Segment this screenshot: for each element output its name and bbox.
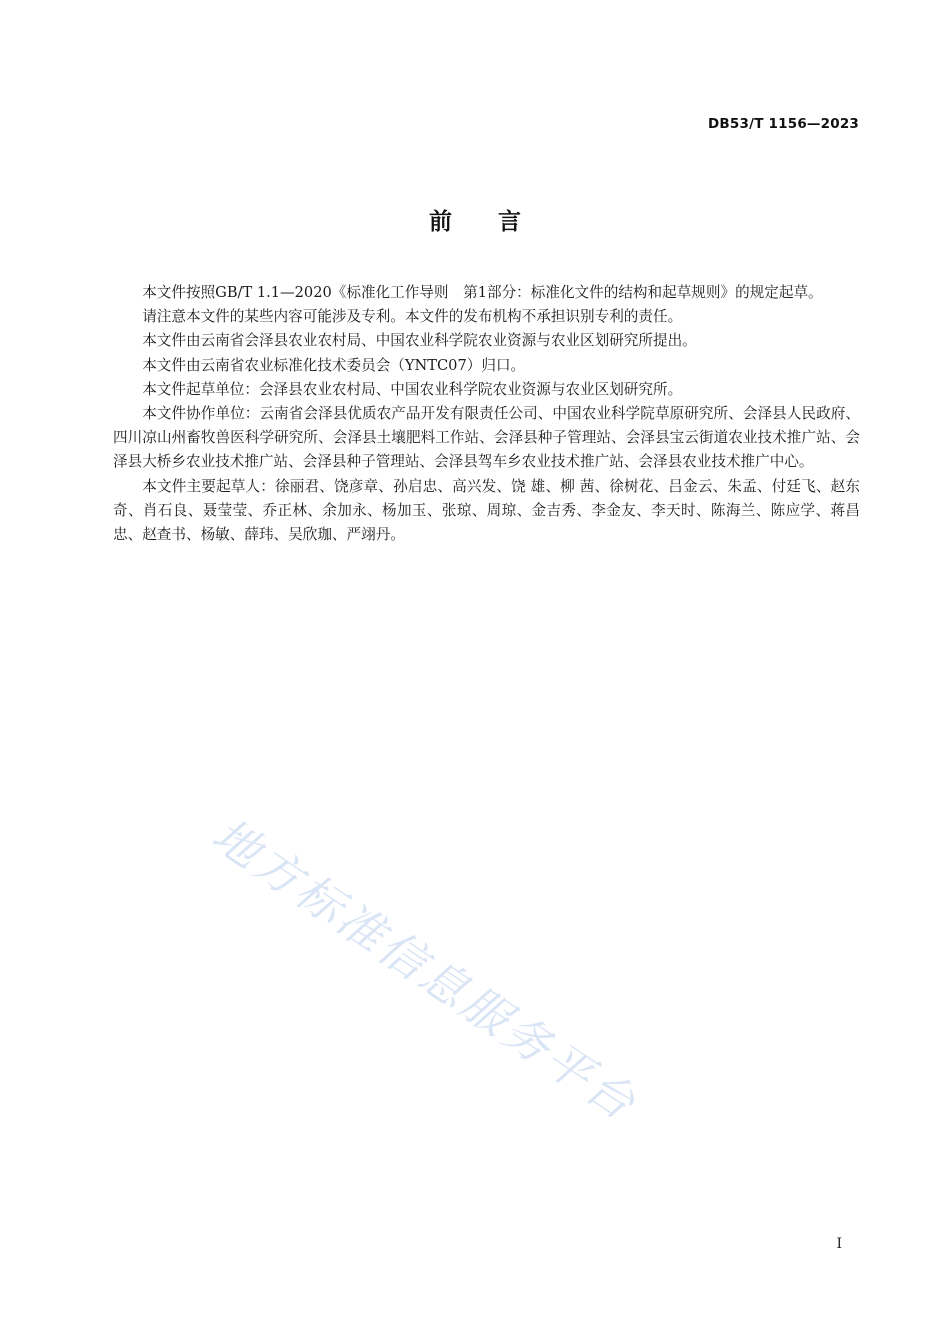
title-char-2: 言	[498, 209, 521, 235]
paragraph-patent-notice: 请注意本文件的某些内容可能涉及专利。本文件的发布机构不承担识别专利的责任。	[142, 308, 683, 326]
paragraph-drafting-rules: 本文件按照GB/T 1.1—2020《标准化工作导则 第1部分：标准化文件的结构和起草规则》的规定起草。	[142, 284, 823, 301]
title-char-1: 前	[429, 209, 452, 235]
paragraph-proposer: 本文件由云南省会泽县农业农村局、中国农业科学院农业资源与农业区划研究所提出。	[142, 332, 697, 350]
paragraph-main-drafters: 本文件主要起草人：徐丽君、饶彦章、孙启忠、高兴发、饶 雄、柳 茜、徐树花、吕金云、朱孟、付廷飞、赵东奇、肖石良、聂莹莹、乔正林、余加永、杨加玉、张琼、周琼、金吉秀、李金友、李天时、陈海兰、陈应学、蒋昌忠、赵查书、杨敏、薛玮、吴欣珈、严翊丹。	[113, 477, 860, 544]
paragraph-committee: 本文件由云南省农业标准化技术委员会（YNTC07）归口。	[142, 356, 526, 374]
paragraph-drafting-units: 本文件起草单位：会泽县农业农村局、中国农业科学院农业资源与农业区划研究所。	[142, 380, 683, 398]
watermark-text: 地方标准信息服务平台	[202, 807, 648, 1132]
paragraph-cooperating-units: 本文件协作单位：云南省会泽县优质农产品开发有限责任公司、中国农业科学院草原研究所、会泽县人民政府、四川凉山州畜牧兽医科学研究所、会泽县土壤肥料工作站、会泽县种子管理站、会泽县宝云街道农业技术推广站、会泽县大桥乡农业技术推广站、会泽县种子管理站、会泽县驾车乡农业技术推广站、会泽县农业技术推广中心。	[113, 405, 860, 471]
page-title	[0, 203, 950, 236]
foreword-body	[113, 281, 860, 547]
page-number: I	[836, 1236, 842, 1252]
document-code: DB53/T 1156—2023	[708, 116, 859, 132]
